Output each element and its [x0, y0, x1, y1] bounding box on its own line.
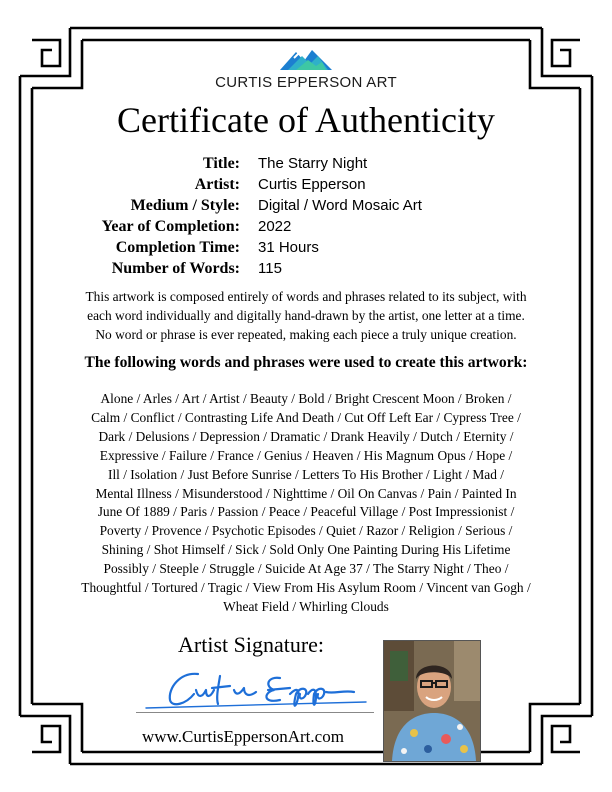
corner-ornament-bottom-left	[20, 704, 82, 764]
detail-row-time	[0, 237, 612, 258]
words-line: Possibly / Steeple / Struggle / Suicide At Age 37 / The Starry Night / Theo /	[103, 561, 509, 577]
detail-row-year	[0, 216, 612, 237]
words-line: Calm / Conflict / Contrasting Life And Death / Cut Off Left Ear / Cypress Tree /	[91, 409, 521, 425]
detail-row-word-count	[0, 258, 612, 279]
detail-label: Title:	[202, 155, 240, 172]
detail-value: 115	[258, 260, 282, 277]
detail-label: Completion Time:	[115, 239, 240, 256]
words-line: June Of 1889 / Paris / Passion / Peace / Peaceful Village / Post Impressionist /	[97, 504, 515, 520]
artist-portrait-photo	[383, 640, 481, 762]
detail-value: Digital / Word Mosaic Art	[258, 197, 422, 214]
signature-label: Artist Signature:	[178, 632, 325, 657]
description-line: This artwork is composed entirely of words and phrases related to its subject, with	[85, 289, 527, 304]
detail-value: Curtis Epperson	[258, 176, 366, 193]
detail-label: Artist:	[194, 176, 240, 193]
words-line: Expressive / Failure / France / Genius / Heaven / His Magnum Opus / Hope /	[99, 447, 513, 463]
artist-signature	[140, 664, 370, 714]
description-line: each word individually and digitally hand-drawn by the artist, one letter at a time.	[87, 308, 525, 323]
certificate-title: Certificate of Authenticity	[117, 100, 495, 140]
words-line: Dark / Delusions / Depression / Dramatic / Drank Heavily / Dutch / Eternity /	[98, 428, 514, 444]
corner-ornament-bottom-right	[530, 704, 592, 764]
detail-row-medium	[0, 195, 612, 216]
words-line: Poverty / Provence / Psychotic Episodes / Quiet / Razor / Religion / Serious /	[99, 523, 513, 539]
detail-label: Year of Completion:	[101, 218, 240, 235]
description-line: No word or phrase is ever repeated, making each piece a truly unique creation.	[95, 327, 517, 342]
words-list	[40, 390, 572, 617]
mountain-logo-icon	[274, 44, 338, 74]
artwork-description	[52, 287, 560, 344]
words-line: Shining / Shot Himself / Sick / Sold Only One Painting During His Lifetime	[101, 542, 511, 558]
logo	[0, 44, 612, 92]
words-heading: The following words and phrases were used to create this artwork:	[84, 354, 528, 371]
detail-row-artist	[0, 174, 612, 195]
portrait-illustration	[384, 641, 480, 761]
detail-label: Number of Words:	[111, 260, 240, 277]
detail-value: 31 Hours	[258, 239, 319, 256]
website-text: www.CurtisEppersonArt.com	[142, 727, 344, 746]
words-line: Wheat Field / Whirling Clouds	[223, 598, 389, 614]
detail-row-title	[0, 153, 612, 174]
logo-text: CURTIS EPPERSON ART	[215, 74, 397, 91]
signature-line	[136, 712, 374, 713]
words-line: Ill / Isolation / Just Before Sunrise / Letters To His Brother / Light / Mad /	[107, 466, 505, 482]
words-line: Alone / Arles / Art / Artist / Beauty / Bold / Bright Crescent Moon / Broken /	[100, 391, 512, 406]
words-line: Mental Illness / Misunderstood / Nighttime / Oil On Canvas / Pain / Painted In	[95, 485, 517, 501]
detail-label: Medium / Style:	[130, 197, 240, 214]
words-line: Thoughtful / Tortured / Tragic / View From His Asylum Room / Vincent van Gogh /	[81, 580, 531, 596]
detail-value: 2022	[258, 218, 292, 235]
detail-value: The Starry Night	[258, 155, 368, 172]
